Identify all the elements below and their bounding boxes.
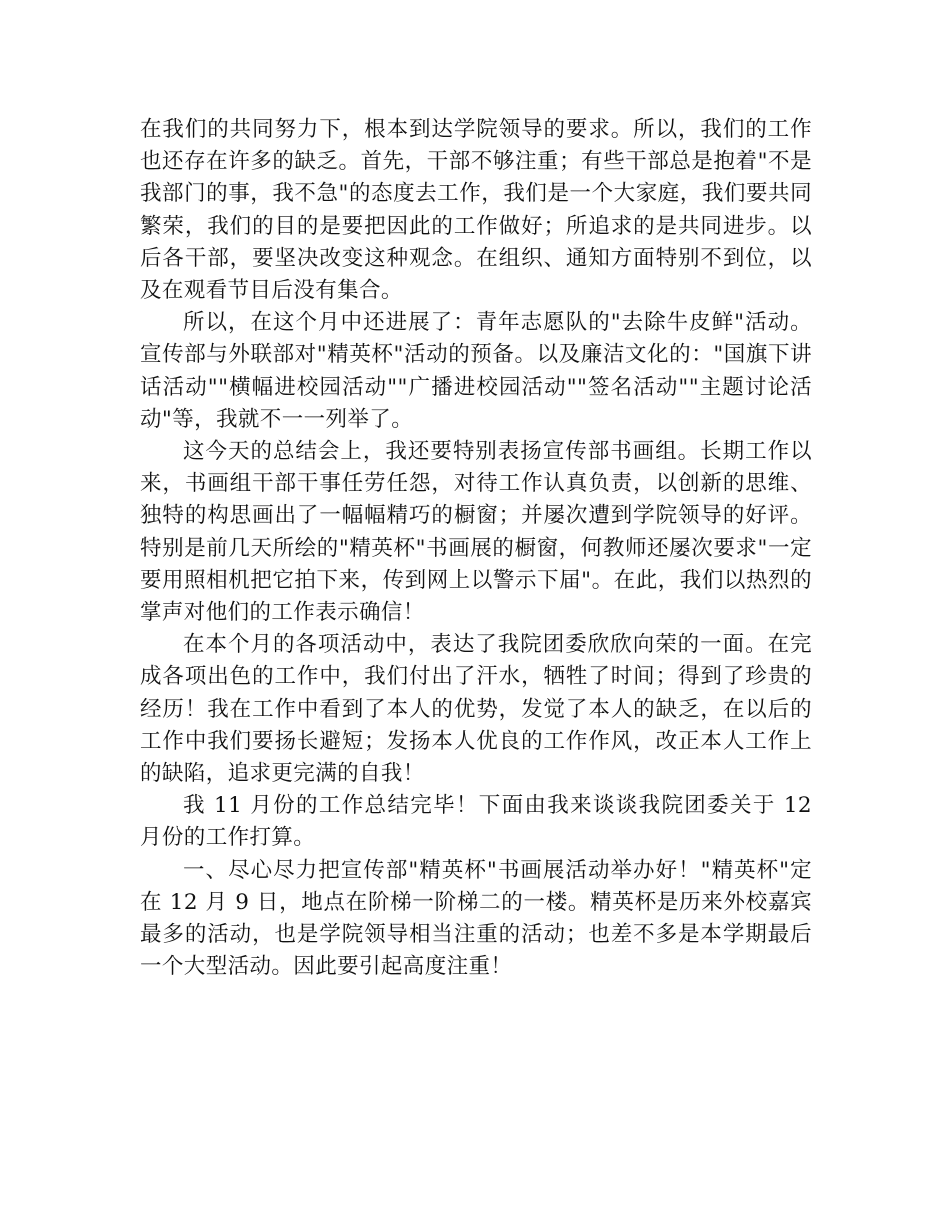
document-body [140, 114, 812, 983]
paragraph-5: 我 11 月份的工作总结完毕！下面由我来谈谈我院团委关于 12 月份的工作打算。 [140, 793, 812, 851]
paragraph-1: 在我们的共同努力下，根本到达学院领导的要求。所以，我们的工作也还存在许多的缺乏。首先，干部不够注重；有些干部总是抱着"不是我部门的事，我不急"的态度去工作，我们是一个大家庭，我们要共同繁荣，我们的目的是要把因此的工作做好；所追求的是共同进步。以后各干部，要坚决改变这种观念。在组织、通知方面特别不到位，以及在观看节目后没有集合。 [140, 117, 812, 304]
paragraph-2: 所以，在这个月中还进展了：青年志愿队的"去除牛皮鲜"活动。宣传部与外联部对"精英杯"活动的预备。以及廉洁文化的："国旗下讲话活动""横幅进校园活动""广播进校园活动""签名活动""主题讨论活动"等，我就不一一列举了。 [140, 310, 812, 432]
paragraph-4: 在本个月的各项活动中，表达了我院团委欣欣向荣的一面。在完成各项出色的工作中，我们付出了汗水，牺牲了时间；得到了珍贵的经历！我在工作中看到了本人的优势，发觉了本人的缺乏，在以后的工作中我们要扬长避短；发扬本人优良的工作作风，改正本人工作上的缺陷，追求更完满的自我！ [140, 632, 812, 787]
paragraph-3: 这今天的总结会上，我还要特别表扬宣传部书画组。长期工作以来，书画组干部干事任劳任怨，对待工作认真负责，以创新的思维、独特的构思画出了一幅幅精巧的橱窗；并屡次遭到学院领导的好评。特别是前几天所绘的"精英杯"书画展的橱窗，何教师还屡次要求"一定要用照相机把它拍下来，传到网上以警示下届"。在此，我们以热烈的掌声对他们的工作表示确信！ [140, 439, 812, 626]
paragraph-6: 一、尽心尽力把宣传部"精英杯"书画展活动举办好！"精英杯"定在 12 月 9 日，地点在阶梯一阶梯二的一楼。精英杯是历来外校嘉宾最多的活动，也是学院领导相当注重的活动；也差不多是本学期最后一个大型活动。因此要引起高度注重！ [140, 857, 812, 980]
